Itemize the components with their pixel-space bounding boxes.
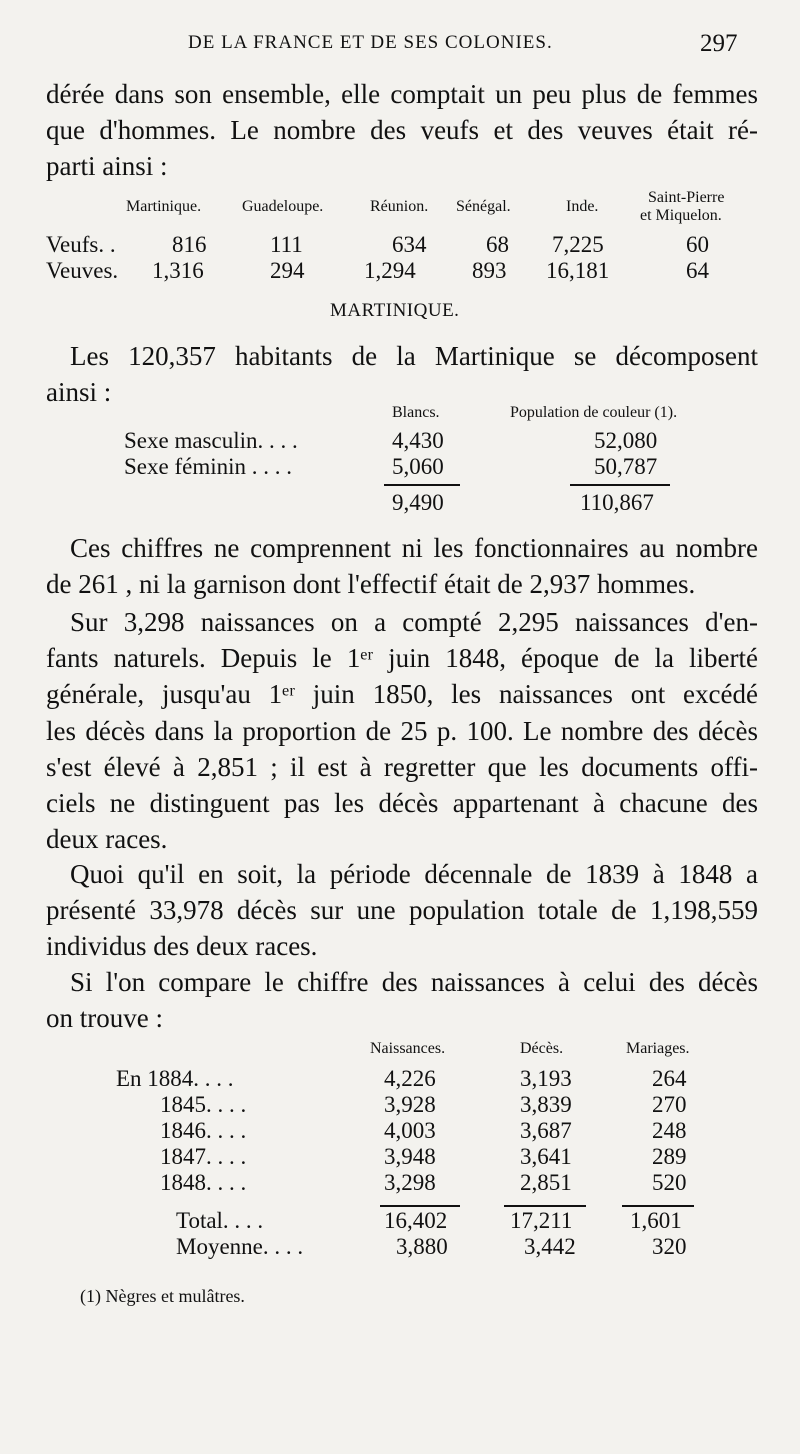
sum-rule (384, 484, 460, 486)
row-label-year: 1848. . . . (160, 1170, 247, 1195)
col-saint-pierre: Saint-Pierre (648, 189, 725, 206)
cell-mariages: 264 (652, 1066, 687, 1091)
cell-mariages: 248 (652, 1118, 687, 1143)
text-line: fants naturels. Depuis le 1ᵉʳ juin 1848, époque de la liberté (46, 643, 758, 674)
total-blancs: 9,490 (392, 490, 444, 515)
total-deces: 17,211 (510, 1208, 573, 1233)
table-cell: 7,225 (552, 232, 604, 257)
mean-label: Moyenne. . . . (176, 1234, 304, 1259)
page-number: 297 (700, 30, 738, 57)
table-cell: 294 (270, 258, 305, 283)
table-cell: 68 (486, 232, 509, 257)
paragraph-3 (46, 530, 758, 602)
cell-naissances: 3,298 (384, 1170, 436, 1195)
paragraph-5 (46, 856, 758, 965)
cell-deces: 3,193 (520, 1066, 572, 1091)
row-label-veuves: Veuves. (46, 258, 119, 283)
cell-naissances: 3,928 (384, 1092, 436, 1117)
table-cell: 52,080 (594, 428, 658, 453)
text-line: Si l'on compare le chiffre des naissances à celui des décès (70, 967, 758, 997)
table-cell: 634 (392, 232, 427, 257)
row-label-feminin: Sexe féminin . . . . (124, 454, 292, 479)
total-label: Total. . . . (176, 1208, 264, 1233)
table-cell: 64 (686, 258, 709, 283)
table-cell: 1,294 (364, 258, 416, 283)
text-line: de 261 , ni la garnison dont l'effectif était de 2,937 hommes. (46, 569, 696, 600)
total-naissances: 16,402 (384, 1208, 448, 1233)
row-label-year: 1845. . . . (160, 1092, 247, 1117)
cell-deces: 3,839 (520, 1092, 572, 1117)
cell-mariages: 289 (652, 1144, 687, 1169)
col-deces: Décès. (520, 1040, 564, 1057)
row-label-veufs: Veufs. . (46, 232, 116, 257)
table-cell: 893 (472, 258, 507, 283)
text-line: générale, jusqu'au 1ᵉʳ juin 1850, les naissances ont excédé (46, 679, 758, 710)
table-cell: 816 (172, 232, 207, 257)
text-line: que d'hommes. Le nombre des veufs et des veuves était ré- (46, 115, 758, 146)
mean-mariages: 320 (652, 1234, 687, 1259)
text-line: dérée dans son ensemble, elle comptait un peu plus de femmes (46, 79, 758, 109)
section-title: MARTINIQUE. (330, 300, 460, 321)
col-martinique: Martinique. (126, 198, 202, 215)
text-line: s'est élevé à 2,851 ; il est à regretter que les documents offi- (46, 751, 758, 782)
cell-deces: 3,641 (520, 1144, 572, 1169)
row-label-year: En 1884. . . . (116, 1066, 234, 1091)
col-naissances: Naissances. (370, 1040, 446, 1057)
col-couleur: Population de couleur (1). (510, 404, 678, 421)
total-couleur: 110,867 (580, 490, 654, 515)
col-mariages: Mariages. (626, 1040, 690, 1057)
col-miquelon: et Miquelon. (640, 207, 722, 224)
table-cell: 50,787 (594, 454, 658, 479)
text-line: Les 120,357 habitants de la Martinique se décomposent (70, 341, 758, 371)
mean-deces: 3,442 (524, 1234, 576, 1259)
col-guadeloupe: Guadeloupe. (242, 198, 324, 215)
cell-naissances: 3,948 (384, 1144, 436, 1169)
text-line: deux races. (46, 824, 168, 855)
total-mariages: 1,601 (630, 1208, 682, 1233)
text-line: présenté 33,978 décès sur une population totale de 1,198,559 (46, 895, 758, 926)
text-line: ciels ne distinguent pas les décès appartenant à chacune des (46, 787, 758, 818)
cell-deces: 2,851 (520, 1170, 572, 1195)
footnote: (1) Nègres et mulâtres. (80, 1286, 245, 1306)
col-inde: Inde. (566, 198, 599, 215)
cell-naissances: 4,226 (384, 1066, 436, 1091)
text-line: parti ainsi : (46, 151, 168, 182)
table-cell: 1,316 (152, 258, 204, 283)
sum-rule (570, 484, 670, 486)
sum-rule (380, 1205, 460, 1207)
cell-deces: 3,687 (520, 1118, 572, 1143)
mean-naissances: 3,880 (396, 1234, 448, 1259)
table-cell: 60 (686, 232, 709, 257)
running-title: DE LA FRANCE ET DE SES COLONIES. (188, 32, 553, 53)
text-line: les décès dans la proportion de 25 p. 100. Le nombre des décès (46, 715, 758, 746)
table-cell: 111 (270, 232, 303, 257)
paragraph-6 (46, 964, 758, 1036)
col-blancs: Blancs. (392, 404, 440, 421)
row-label-year: 1846. . . . (160, 1118, 247, 1143)
cell-mariages: 270 (652, 1092, 687, 1117)
paragraph-4 (46, 604, 758, 857)
text-line: Quoi qu'il en soit, la période décennale de 1839 à 1848 a (70, 859, 758, 889)
row-label-year: 1847. . . . (160, 1144, 247, 1169)
cell-naissances: 4,003 (384, 1118, 436, 1143)
sum-rule (504, 1205, 586, 1207)
col-reunion: Réunion. (370, 198, 429, 215)
text-line: Sur 3,298 naissances on a compté 2,295 naissances d'en- (70, 607, 758, 637)
table-cell: 5,060 (392, 454, 444, 479)
row-label-masculin: Sexe masculin. . . . (124, 428, 298, 453)
col-senegal: Sénégal. (456, 198, 511, 215)
text-line: individus des deux races. (46, 931, 318, 962)
text-line: Ces chiffres ne comprennent ni les fonctionnaires au nombre (70, 533, 758, 563)
paragraph-1 (46, 76, 758, 185)
paragraph-2 (46, 338, 758, 410)
text-line: ainsi : (46, 377, 112, 408)
table-cell: 4,430 (392, 428, 444, 453)
table-cell: 16,181 (546, 258, 610, 283)
text-line: on trouve : (46, 1003, 163, 1034)
cell-mariages: 520 (652, 1170, 687, 1195)
sum-rule (622, 1205, 694, 1207)
